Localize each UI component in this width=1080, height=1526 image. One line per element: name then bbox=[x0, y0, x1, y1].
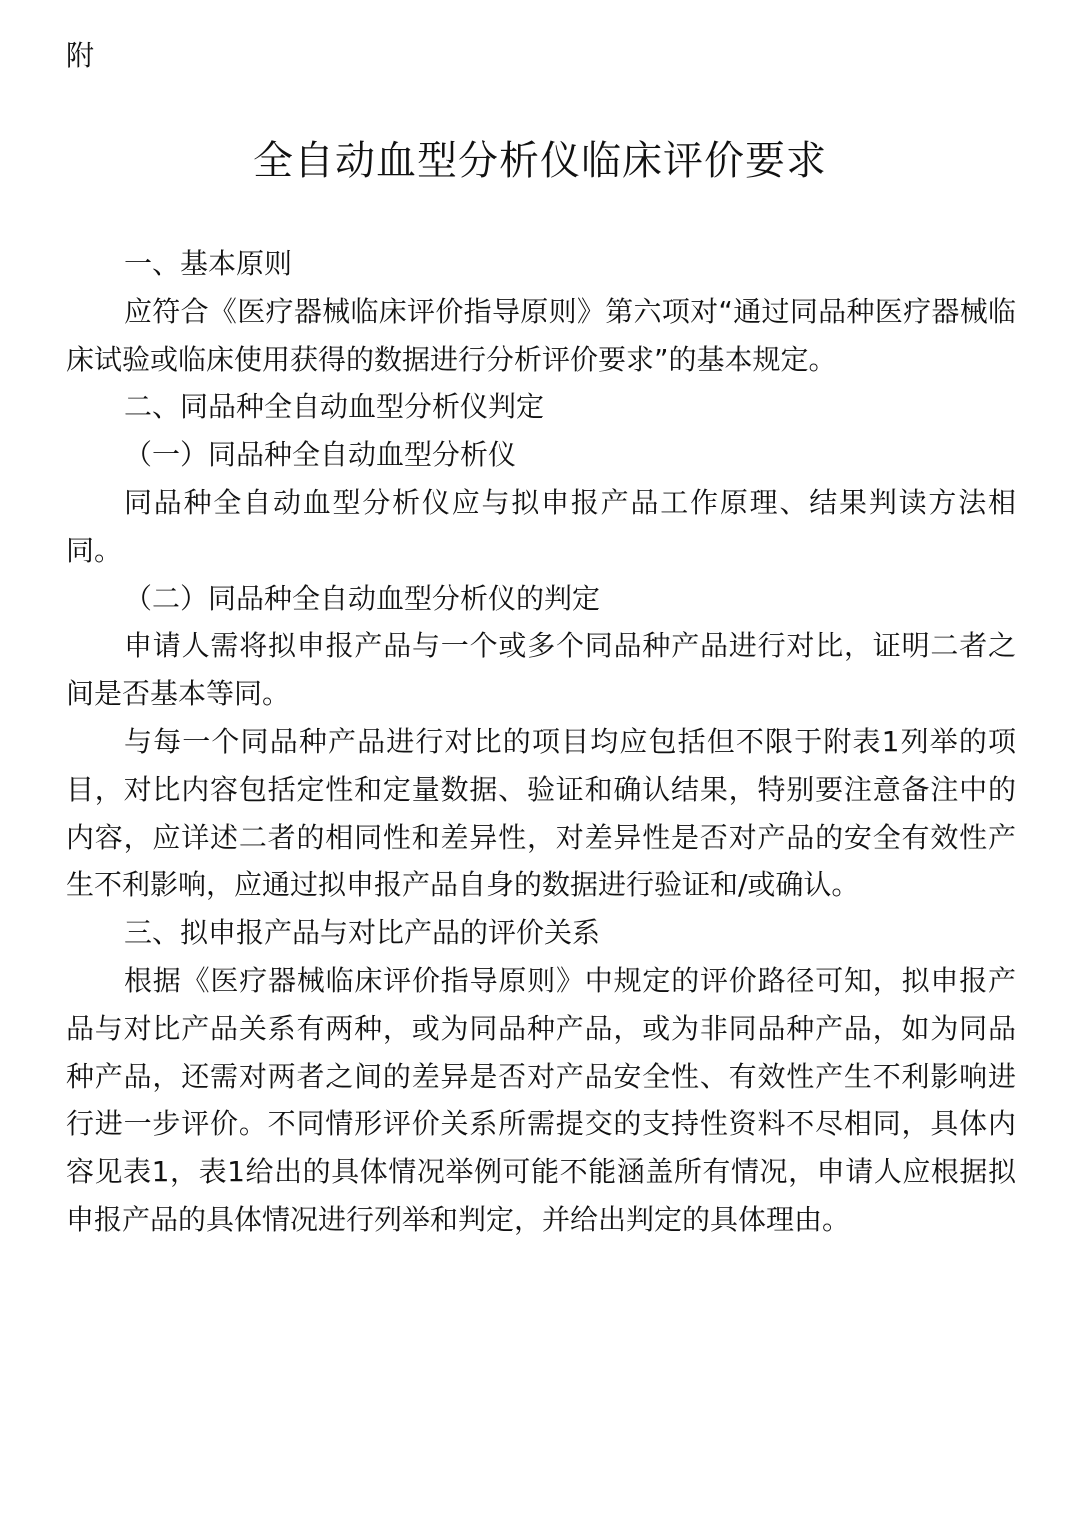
section-3-paragraph: 根据《医疗器械临床评价指导原则》中规定的评价路径可知，拟申报产品与对比产品关系有两种，或为同品种产品，或为非同品种产品，如为同品种产品，还需对两者之间的差异是否对产品安全性、有效性产生不利影响进行进一步评价。不同情形评价关系所需提交的支持性资料不尽相同，具体内容见表1，表1给出的具体情况举例可能不能涵盖所有情况，申请人应根据拟申报产品的具体情况进行列举和判定，并给出判定的具体理由。 bbox=[66, 963, 1016, 1236]
document-body bbox=[66, 240, 1016, 1244]
section-3-heading: 三、拟申报产品与对比产品的评价关系 bbox=[124, 916, 601, 950]
section-1-paragraph: 应符合《医疗器械临床评价指导原则》第六项对“通过同品种医疗器械临床试验或临床使用获得的数据进行分析评价要求”的基本规定。 bbox=[66, 294, 1016, 376]
annex-label: 附 bbox=[66, 39, 95, 72]
section-2-heading: 二、同品种全自动血型分析仪判定 bbox=[124, 390, 545, 424]
section-2-sub-2-paragraph-2: 与每一个同品种产品进行对比的项目均应包括但不限于附表1列举的项目，对比内容包括定性和定量数据、验证和确认结果，特别要注意备注中的内容，应详述二者的相同性和差异性，对差异性是否对产品的安全有效性产生不利影响，应通过拟申报产品自身的数据进行验证和/或确认。 bbox=[66, 724, 1016, 902]
document-title: 全自动血型分析仪临床评价要求 bbox=[253, 138, 827, 184]
section-2-sub-2-paragraph-1: 申请人需将拟申报产品与一个或多个同品种产品进行对比，证明二者之间是否基本等同。 bbox=[66, 629, 1016, 711]
section-2-sub-2-heading: （二）同品种全自动血型分析仪的判定 bbox=[124, 581, 601, 615]
section-2-sub-1-paragraph: 同品种全自动血型分析仪应与拟申报产品工作原理、结果判读方法相同。 bbox=[66, 485, 1016, 567]
section-2-sub-1-heading: （一）同品种全自动血型分析仪 bbox=[124, 438, 517, 472]
section-1-heading: 一、基本原则 bbox=[124, 247, 293, 280]
